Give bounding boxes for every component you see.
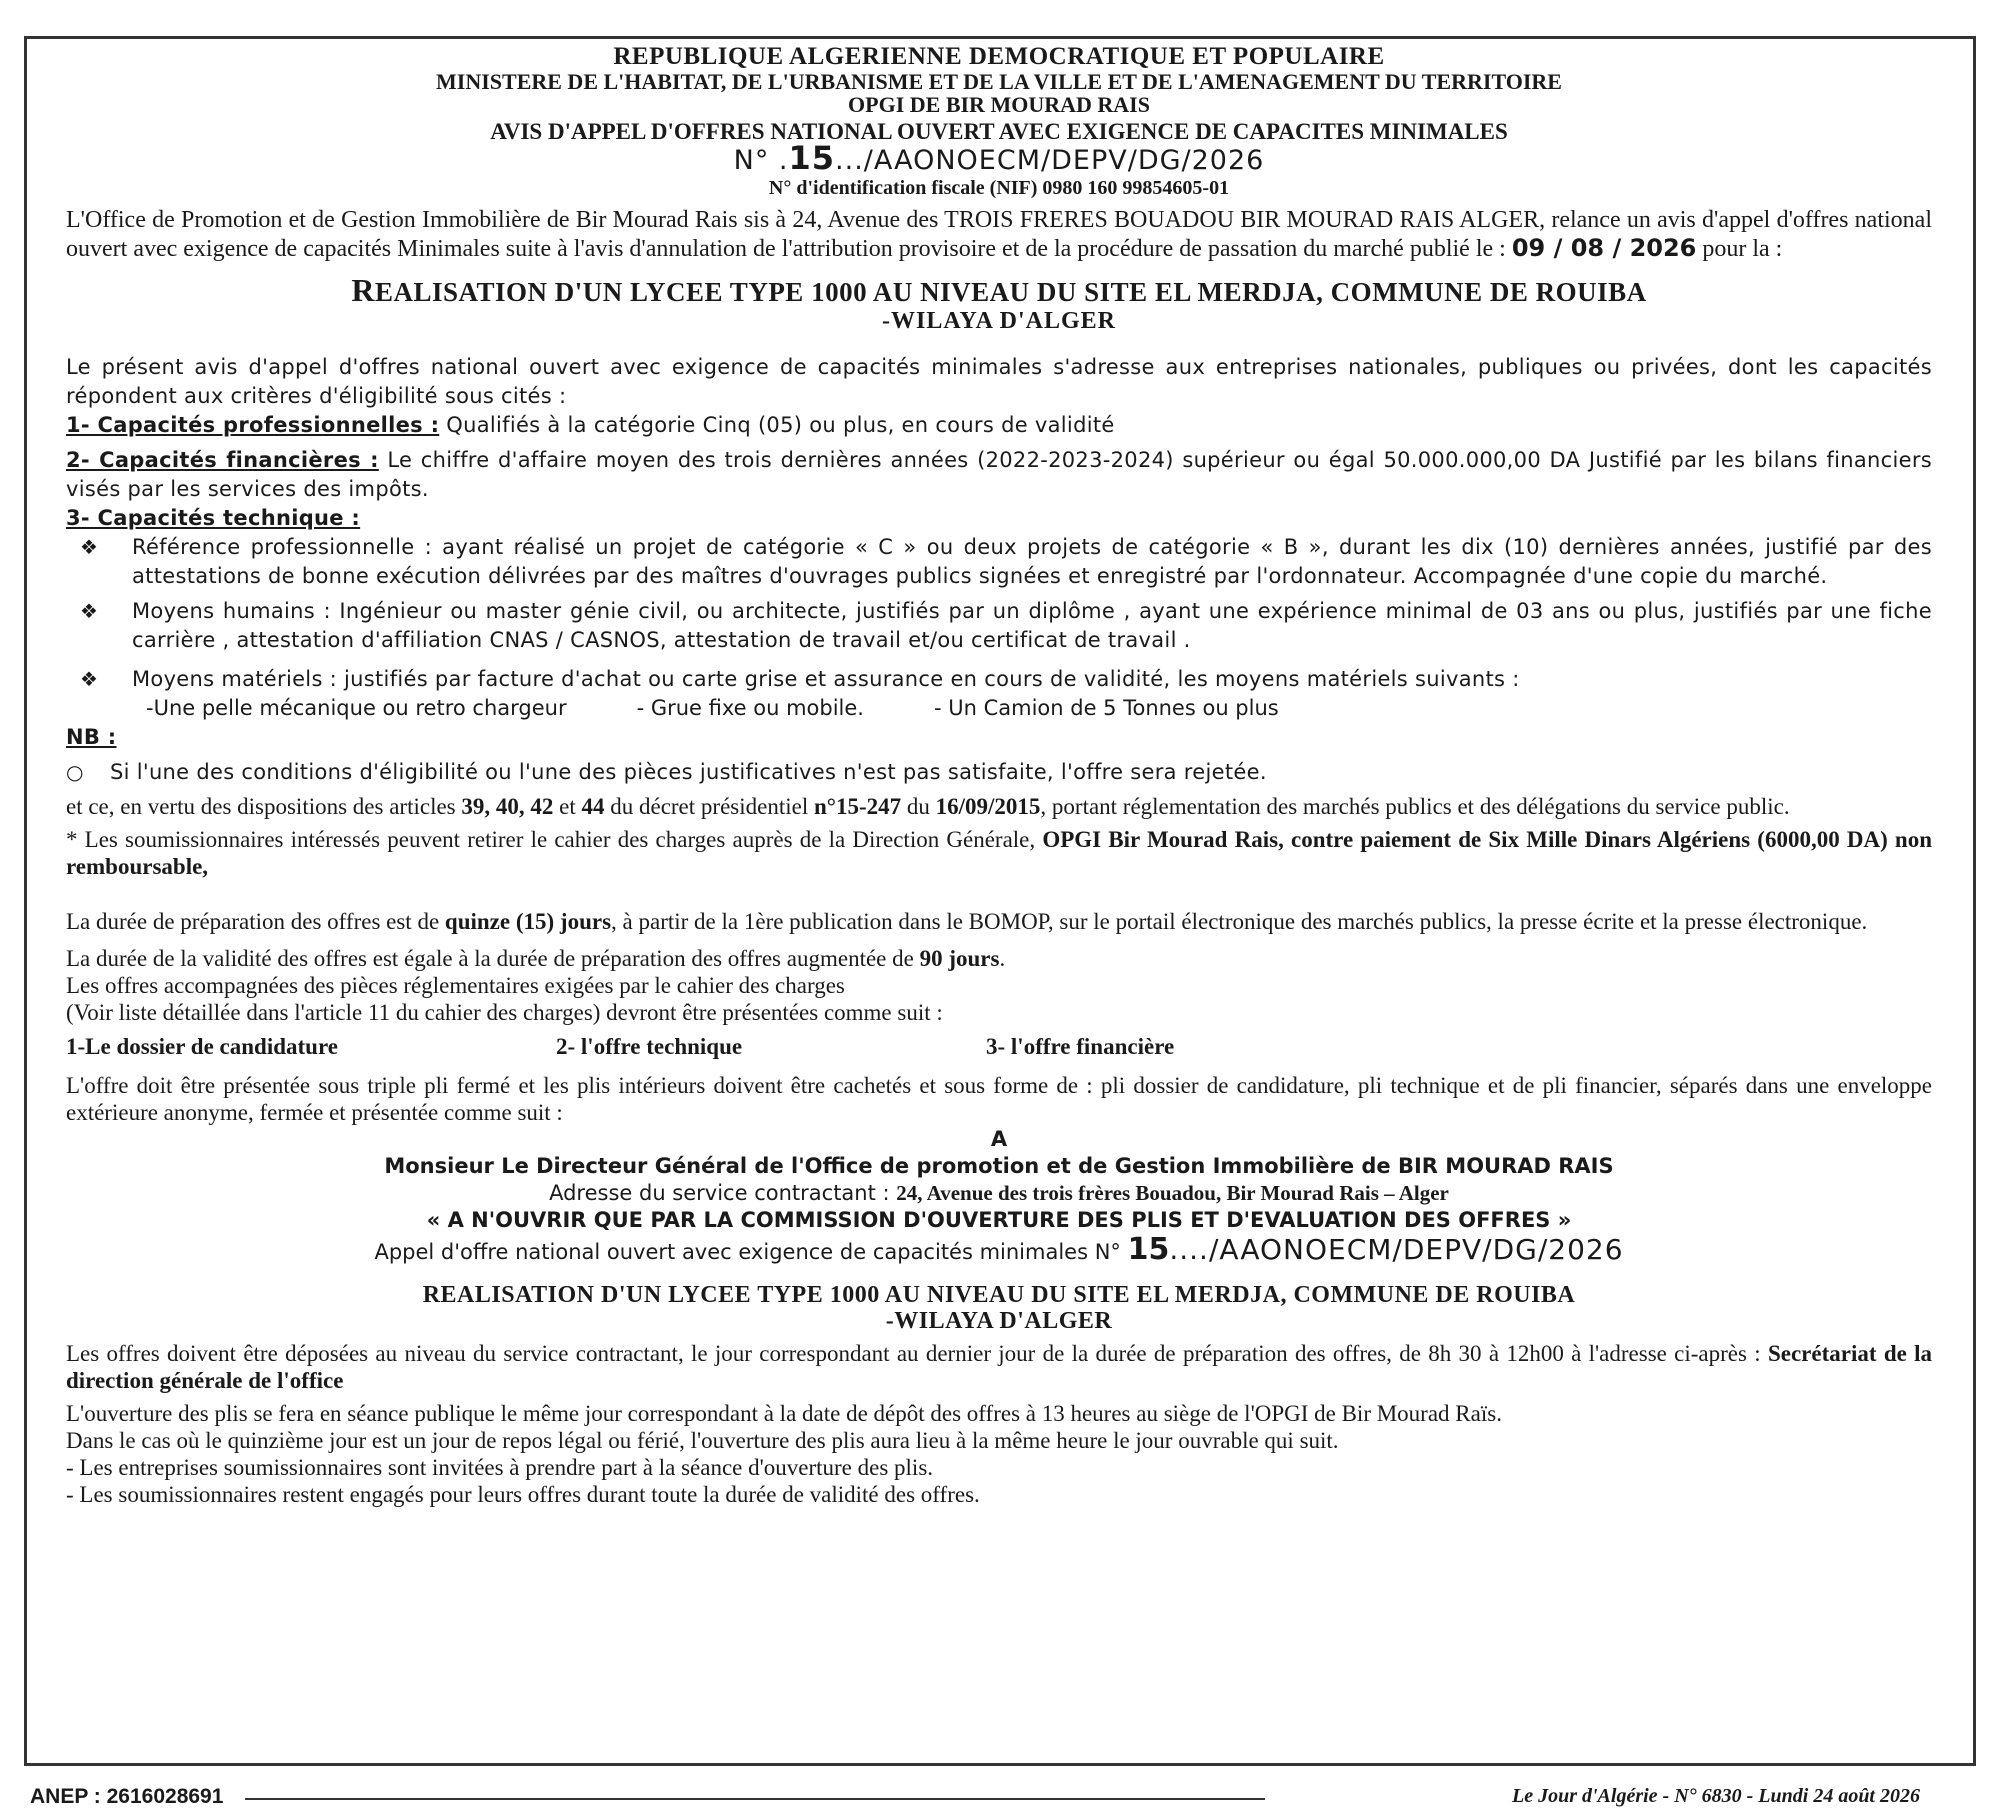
office-heading: OPGI DE BIR MOURAD RAIS [848,92,1150,117]
envelope-reference [66,1234,1932,1268]
envelope-ref-suffix: ..../AAONOECM/DEPV/DG/2026 [1169,1233,1624,1266]
validity-days: 90 jours [919,946,1000,971]
invite-line: - Les entreprises soumissionnaires sont invitées à prendre part à la séance d'ouverture des plis. [66,1455,934,1480]
ref-number: 15 [788,139,836,177]
professional-capacity [66,411,1932,440]
financial-label: 2- Capacités financières : [66,448,379,472]
project-title-text: EALISATION D'UN LYCEE TYPE 1000 AU NIVEAU DU SITE EL MERDJA, COMMUNE DE ROUIBA [374,277,1647,307]
ministry-heading: MINISTERE DE L'HABITAT, DE L'URBANISME ET DE LA VILLE ET DE L'AMENAGEMENT DU TERRITOIRE [436,69,1562,94]
holiday-paragraph: Dans le cas où le quinzième jour est un jour de repos légal ou férié, l'ouverture des plis aura lieu à la même heure le jour ouvrable qui suit. [66,1428,1339,1453]
duration-text: La durée de préparation des offres est de [66,909,445,934]
equipment-item: - Un Camion de 5 Tonnes ou plus [933,696,1279,720]
bullet-human [66,597,1932,655]
equipment-list [66,694,1932,723]
decree-date: 16/09/2015 [935,794,1041,819]
legal-articles: 39, 40, 42 [461,794,554,819]
legal-text: et ce, en vertu des dispositions des articles [66,794,462,819]
bullet-reference-text: Référence professionnelle : ayant réalisé un projet de catégorie « C » ou deux projets de catégorie « B », durant les dix (10) dernières années, justifié par des attestations de bonne exécution délivrées par des maîtres d'ouvrages publics signées et enregistré par l'ordonnateur. Accompagnée d'une copie du marché. [132,535,1932,588]
withdrawal-fee: OPGI Bir Mourad Rais, contre paiement de Six Mille Dinars Algériens (6000,00 DA) non remboursable, [66,827,1932,879]
engaged-line: - Les soumissionnaires restent engagés pour leurs offres durant toute la durée de validité des offres. [66,1482,980,1507]
journal-credit: Le Jour d'Algérie - N° 6830 - Lundi 24 août 2026 [1511,1785,1920,1807]
deposit-paragraph [66,1340,1932,1394]
validity-line-3: (Voir liste détaillée dans l'article 11 du cahier des charges) devront être présentées comme suit : [66,1000,943,1025]
legal-text: , portant réglementation des marchés publics et des délégations du service public. [1040,794,1790,819]
deposit-location: Secrétariat de la direction générale de l'office [66,1341,1933,1393]
ref-prefix: N° . [733,145,789,176]
envelope-address [66,1180,1932,1207]
intro-paragraph [66,206,1932,263]
bullet-material-text: Moyens matériels : justifiés par facture d'achat ou carte grise et assurance en cours de validité, les moyens matériels suivants : [132,667,1520,691]
circle-icon: ○ [66,760,84,784]
nb-label: NB : [66,725,117,749]
professional-text: Qualifiés à la catégorie Cinq (05) ou plus, en cours de validité [439,413,1115,437]
bullet-material [66,665,1932,694]
technical-label: 3- Capacités technique : [66,506,361,530]
documents-list [66,1032,1932,1062]
bullet-icon: ❖ [80,599,99,623]
legal-article: 44 [581,794,605,819]
project-subtitle: -WILAYA D'ALGER [882,308,1116,334]
envelope-warning: « A N'OUVRIR QUE PAR LA COMMISSION D'OUVERTURE DES PLIS ET D'EVALUATION DES OFFRES » [426,1208,1572,1232]
notice-title: AVIS D'APPEL D'OFFRES NATIONAL OUVERT AVEC EXIGENCE DE CAPACITES MINIMALES [490,119,1508,144]
ref-suffix: .../AAONOECM/DEPV/DG/2026 [835,145,1265,176]
publication-date: 09 / 08 / 2026 [1511,234,1697,262]
duration-days: quinze (15) jours [444,909,612,934]
decree-number: n°15-247 [813,794,902,819]
envelope-to: A [990,1127,1008,1151]
nif-line: N° d'identification fiscale (NIF) 0980 160 99854605-01 [768,177,1230,199]
legal-text: du [901,794,936,819]
nb-text: Si l'une des conditions d'éligibilité ou l'une des pièces justificatives n'est pas satisfaite, l'offre sera rejetée. [110,760,1267,784]
equipment-item: -Une pelle mécanique ou retro chargeur [146,696,567,720]
bullet-human-text: Moyens humains : Ingénieur ou master génie civil, ou architecte, justifiés par un diplôme , ayant une expérience minimal de 03 ans ou plus, justifiés par une fiche carrière , attestation d'affiliation CNAS / CASNOS, attestation de travail et/ou certificat de travail . [132,599,1932,652]
validity-text: La durée de la validité des offres est égale à la durée de préparation des offres augmentée de [66,946,920,971]
bullet-icon: ❖ [80,535,99,559]
withdrawal-text: * Les soumissionnaires intéressés peuvent retirer le cahier des charges auprès de la Direction Générale, [66,827,1043,852]
document-item: 1-Le dossier de candidature [66,1034,338,1059]
envelope-project-subtitle: -WILAYA D'ALGER [885,1308,1113,1334]
intro-text: L'Office de Promotion et de Gestion Immobilière de Bir Mourad Rais sis à 24, Avenue des TROIS FRERES BOUADOU BIR MOURAD RAIS ALGER, relance un avis d'appel d'offres national ouvert avec exigence de capacités Minimales suite à l'avis d'annulation de l'attribution provisoire et de la procédure de passation du marché publié le : [66,207,1932,262]
envelope-project-title: REALISATION D'UN LYCEE TYPE 1000 AU NIVEAU DU SITE EL MERDJA, COMMUNE DE ROUIBA [422,1282,1576,1308]
professional-label: 1- Capacités professionnelles : [66,413,440,437]
equipment-item: - Grue fixe ou mobile. [636,696,864,720]
envelope-ref-text: Appel d'offre national ouvert avec exigence de capacités minimales N° [374,1240,1128,1264]
anep-reference: ANEP : 2616028691 [30,1785,224,1808]
deposit-text: Les offres doivent être déposées au niveau du service contractant, le jour correspondant au dernier jour de la durée de préparation des offres, de 8h 30 à 12h00 à l'adresse ci-après : [66,1341,1768,1366]
project-title-cap: R [351,272,375,308]
financial-capacity [66,446,1932,504]
nb-note [66,758,1932,787]
envelope-ref-number: 15 [1127,1232,1170,1267]
address-text: 24, Avenue des trois frères Bouadou, Bir Mourad Rais – Alger [896,1181,1449,1205]
withdrawal-paragraph [66,826,1932,880]
eligibility-intro: Le présent avis d'appel d'offres national ouvert avec exigence de capacités minimales s'adresse aux entreprises nationales, publiques ou privées, dont les capacités répondent aux critères d'éligibilité sous cités : [66,355,1932,408]
envelope-recipient: Monsieur Le Directeur Général de l'Office de promotion et de Gestion Immobilière de BIR MOURAD RAIS [384,1154,1614,1178]
notice-content [66,44,1932,1508]
notice-reference [66,139,1932,177]
intro-suffix: pour la : [1696,236,1783,262]
duration-paragraph [66,908,1932,935]
validity-paragraph [66,945,1932,972]
duration-text: , à partir de la 1ère publication dans le BOMOP, sur le portail électronique des marchés publics, la presse écrite et la presse électronique. [611,909,1868,934]
legal-text: et [553,794,582,819]
bullet-icon: ❖ [80,667,99,691]
opening-paragraph: L'ouverture des plis se fera en séance publique le même jour correspondant à la date de dépôt des offres à 13 heures au siège de l'OPGI de Bir Mourad Raïs. [66,1401,1502,1426]
footer-divider [245,1798,1265,1800]
document-item: 3- l'offre financière [986,1034,1175,1059]
legal-paragraph [66,793,1932,820]
validity-line-2: Les offres accompagnées des pièces réglementaires exigées par le cahier des charges [66,973,845,998]
bullet-reference [66,533,1932,591]
republic-heading: REPUBLIQUE ALGERIENNE DEMOCRATIQUE ET POPULAIRE [613,43,1385,70]
envelope-paragraph: L'offre doit être présentée sous triple pli fermé et les plis intérieurs doivent être cachetés et sous forme de : pli dossier de candidature, pli technique et de pli financier, séparés dans une enveloppe extérieure anonyme, fermée et présentée comme suit : [66,1073,1932,1125]
legal-text: du décret présidentiel [604,794,814,819]
document-item: 2- l'offre technique [556,1034,743,1059]
address-label: Adresse du service contractant : [549,1181,897,1205]
financial-text: Le chiffre d'affaire moyen des trois dernières années (2022-2023-2024) supérieur ou égal 50.000.000,00 DA Justifié par les bilans financiers visés par les services des impôts. [66,448,1932,501]
validity-text: . [999,946,1006,971]
project-title [66,272,1932,308]
